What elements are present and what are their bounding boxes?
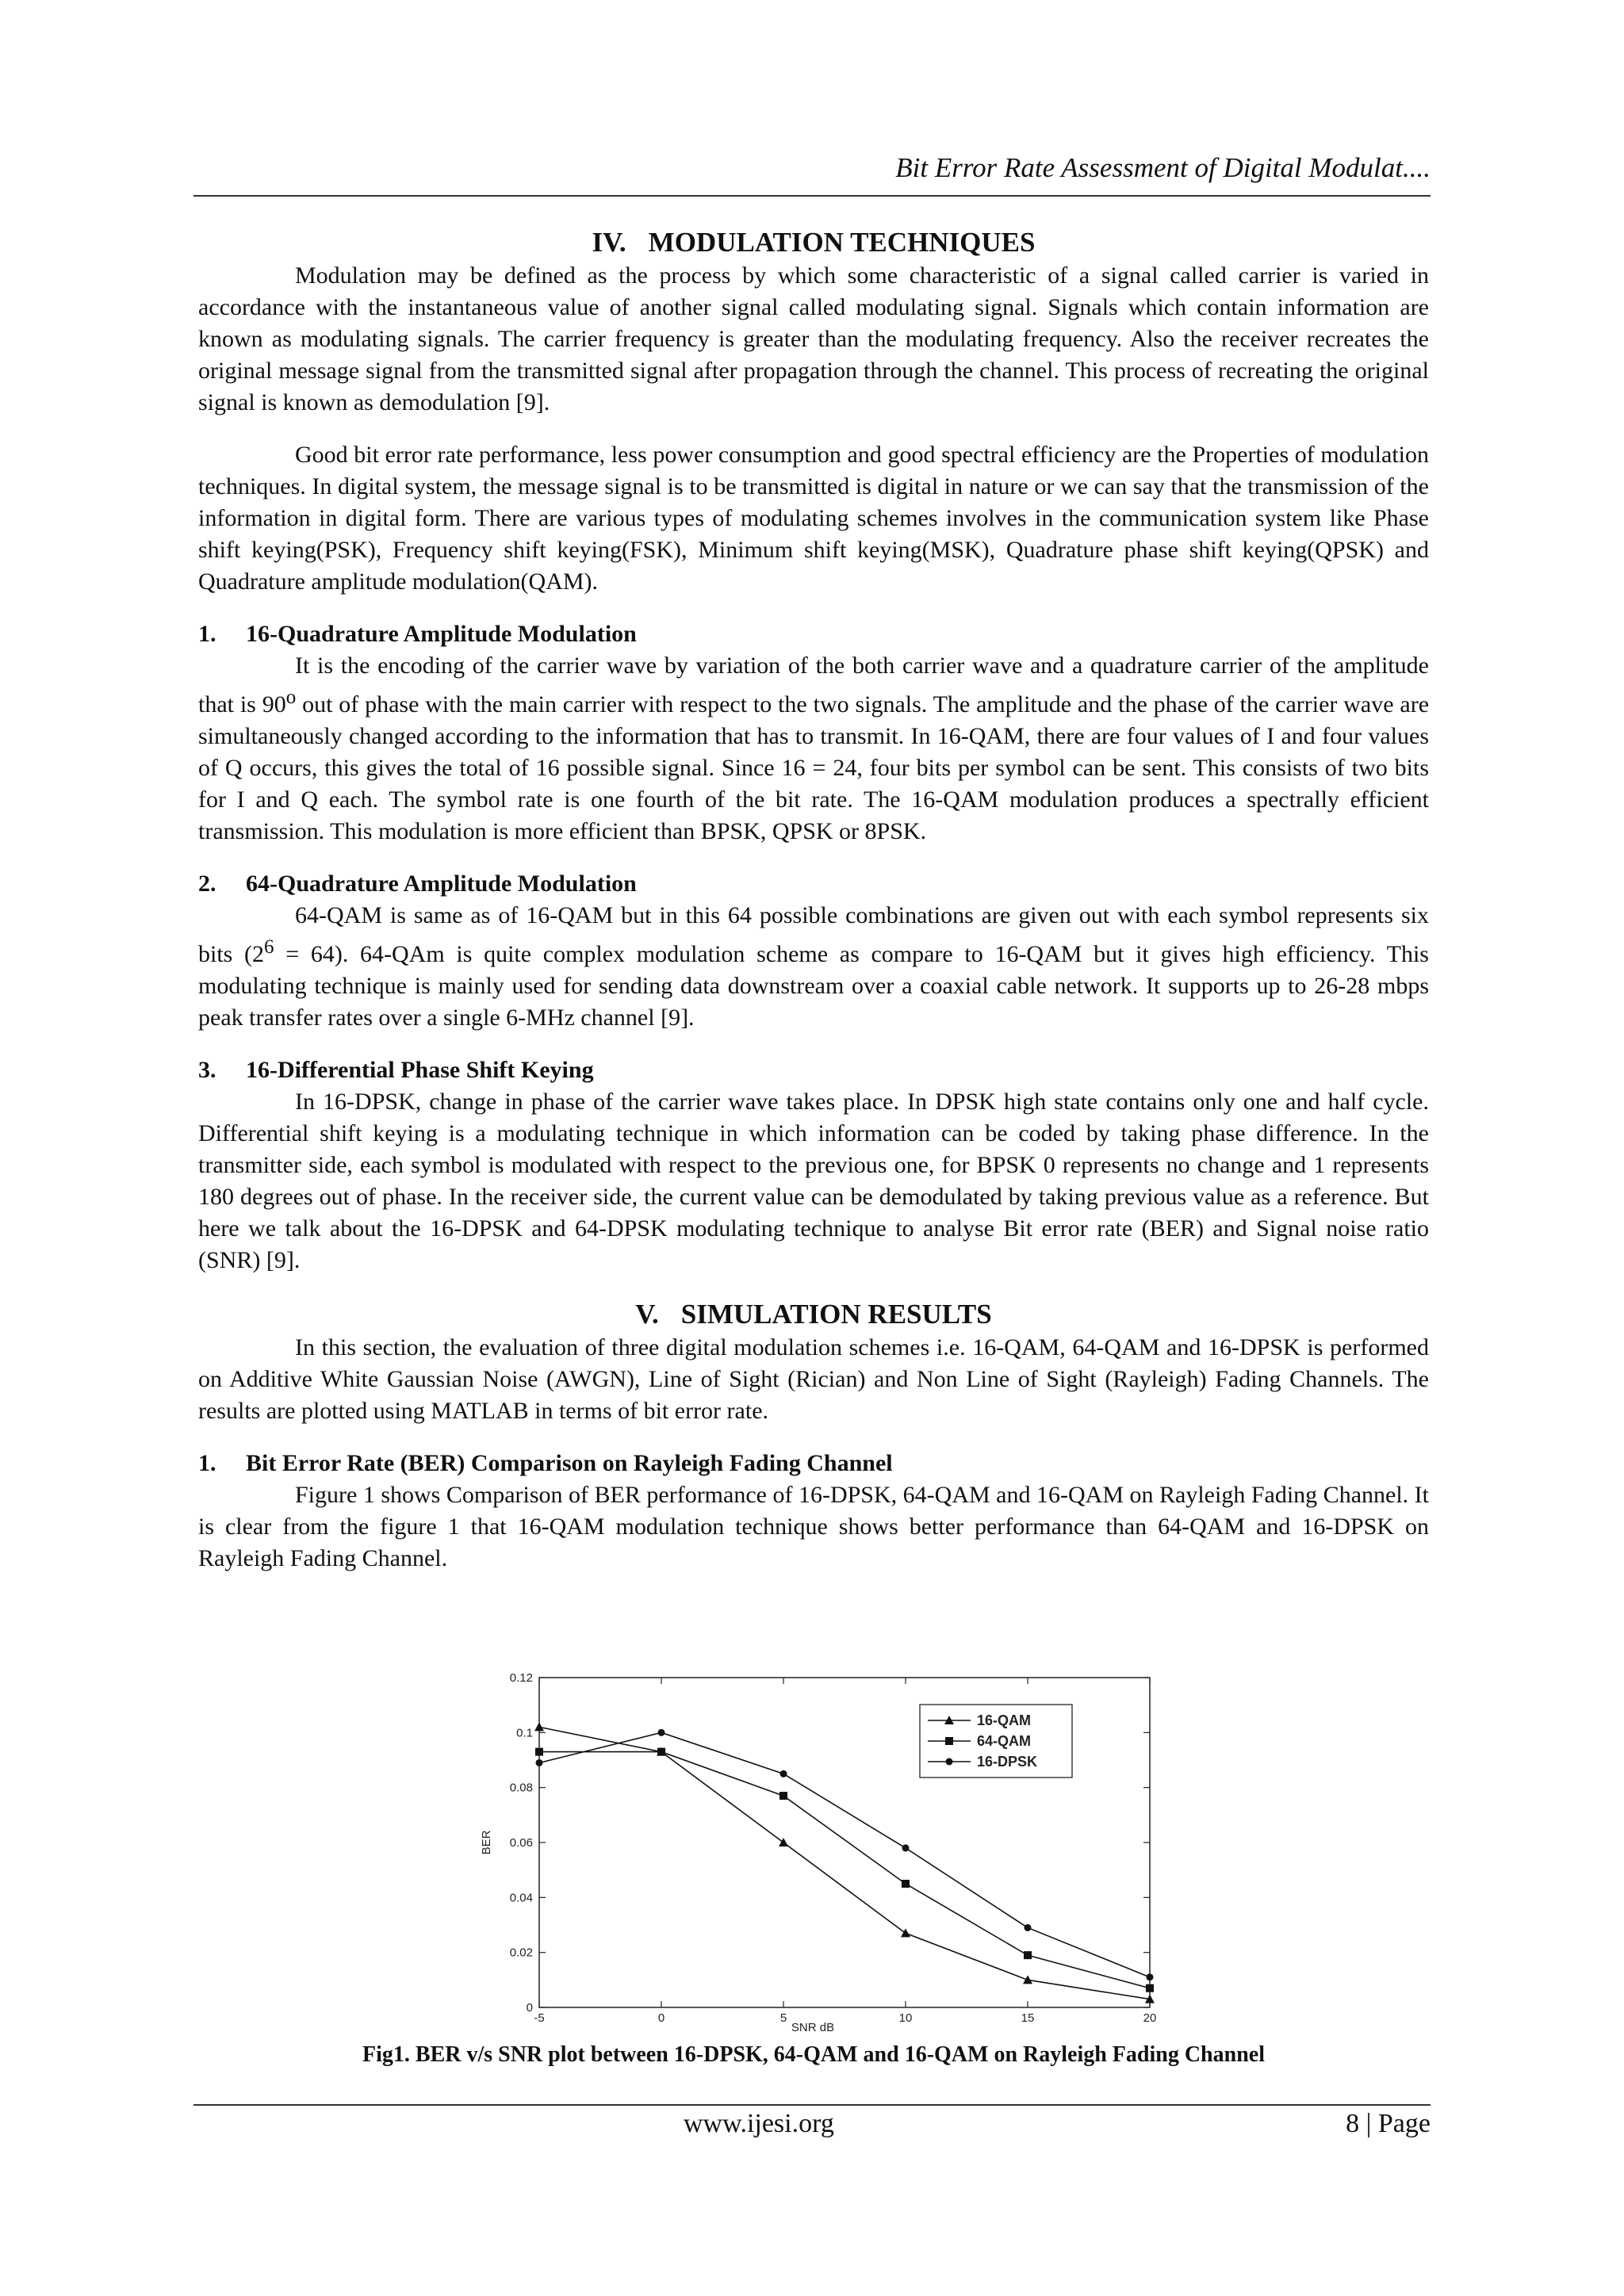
y-tick-label: 0.02 xyxy=(509,1946,533,1960)
section-number: V. xyxy=(635,1299,659,1330)
paragraph-text: 64-QAM is same as of 16-QAM but in this 64 possible combinations are given out with each symbol represents six bits (2 xyxy=(198,902,1429,967)
subsection-number: 3. xyxy=(198,1057,216,1083)
paragraph: Modulation may be defined as the process by which some characteristic of a signal called carrier is varied in accordance with the instantaneous value of another signal called modulating signal. Signals which contain information are known as modulating signals. The carrier frequency is greater than the modulating frequency. Also the receiver recreates the original message signal from the transmitted signal after propagation through the channel. This process of recreating the original signal is known as demodulation [9]. xyxy=(198,262,1429,415)
y-tick-label: 0.08 xyxy=(509,1781,533,1795)
running-header: Bit Error Rate Assessment of Digital Modulat.... xyxy=(895,152,1431,183)
figure-ber-plot xyxy=(444,1667,1158,2031)
section-number: IV. xyxy=(592,227,626,258)
data-point-16-qam xyxy=(1023,1975,1032,1984)
subsection-heading-64qam xyxy=(198,868,1429,900)
subsection-title: Bit Error Rate (BER) Comparison on Rayleigh Fading Channel xyxy=(246,1450,893,1476)
ber-chart xyxy=(444,1667,1158,2031)
data-point-16-dpsk xyxy=(1147,1973,1154,1980)
article-body xyxy=(198,225,1429,1575)
data-point-64-qam xyxy=(779,1792,787,1800)
legend-entry: 16-QAM xyxy=(977,1712,1032,1728)
paragraph: In 16-DPSK, change in phase of the carrier wave takes place. In DPSK high state contains only one and half cycle. Differential shift keying is a modulating technique in which information can be coded by taking phase difference. In the transmitter side, each symbol is modulated with respect to the previous one, for BPSK 0 represents no change and 1 represents 180 degrees out of phase. In the receiver side, the current value can be demodulated by taking previous value as a reference. But here we talk about the 16-DPSK and 64-DPSK modulating technique to analyse Bit error rate (BER) and Signal noise ratio (SNR) [9]. xyxy=(198,1089,1429,1273)
data-point-16-dpsk xyxy=(902,1844,910,1851)
x-tick-label: 5 xyxy=(779,2011,787,2025)
data-point-16-qam xyxy=(901,1928,910,1937)
paragraph-text: out of phase with the main carrier with respect to the two signals. The amplitude and the phase of the carrier wave are simultaneously changed according to the information that has to transmit. In 16-QAM, there are four values of I and four values of Q occurs, this gives the total of 16 possible signal. Since 16 = 24, four bits per symbol can be sent. This consists of two bits for I and Q each. The symbol rate is one fourth of the bit rate. The 16-QAM modulation produces a spectrally efficient transmission. This modulation is more efficient than BPSK, QPSK or 8PSK. xyxy=(198,691,1430,844)
paragraph xyxy=(198,650,1429,848)
subsection-heading-ber-rayleigh xyxy=(198,1448,1429,1479)
subsection-number: 1. xyxy=(198,621,216,647)
section-title: MODULATION TECHNIQUES xyxy=(648,227,1036,258)
legend-marker xyxy=(945,1737,953,1745)
data-point-64-qam xyxy=(1146,1984,1154,1992)
subsection-heading-16dpsk xyxy=(198,1054,1429,1086)
data-point-16-dpsk xyxy=(780,1770,787,1777)
x-tick-label: 20 xyxy=(1143,2011,1157,2025)
x-tick-label: 0 xyxy=(657,2011,665,2025)
data-point-64-qam xyxy=(657,1748,665,1756)
legend-marker xyxy=(946,1758,953,1766)
paragraph: Good bit error rate performance, less power consumption and good spectral efficiency are the Properties of modulation techniques. In digital system, the message signal is to be transmitted is digital in nature or we can say that the transmission of the information in digital form. There are various types of modulating schemes involves in the communication system like Phase shift keying(PSK), Frequency shift keying(FSK), Minimum shift keying(MSK), Quadrature phase shift keying(QPSK) and Quadrature amplitude modulation(QAM). xyxy=(198,442,1429,595)
paragraph-text: It is the encoding of the carrier wave by variation of the both carrier wave and a quadrature carrier of the amplitude that is 90 xyxy=(198,652,1429,718)
footer-divider xyxy=(193,2104,1431,2106)
y-tick-label: 0.12 xyxy=(509,1671,533,1685)
paragraph: Figure 1 shows Comparison of BER performance of 16-DPSK, 64-QAM and 16-QAM on Rayleigh Fading Channel. It is clear from the figure 1 that 16-QAM modulation technique shows better performance than 64-QAM and 16-DPSK on Rayleigh Fading Channel. xyxy=(198,1482,1429,1571)
superscript: 6 xyxy=(264,936,274,958)
legend-entry: 64-QAM xyxy=(977,1733,1032,1749)
data-point-64-qam xyxy=(1024,1951,1032,1959)
data-point-16-dpsk xyxy=(658,1729,665,1736)
data-point-16-dpsk xyxy=(536,1759,543,1766)
y-tick-label: 0 xyxy=(526,2001,533,2015)
subsection-title: 64-Quadrature Amplitude Modulation xyxy=(246,871,637,897)
y-tick-label: 0.06 xyxy=(509,1836,533,1850)
data-point-16-qam xyxy=(779,1838,788,1846)
section-heading-modulation xyxy=(198,225,1429,260)
paragraph xyxy=(198,900,1429,1034)
subsection-title: 16-Differential Phase Shift Keying xyxy=(246,1057,594,1083)
section-title: SIMULATION RESULTS xyxy=(680,1299,992,1330)
figure-caption: Fig1. BER v/s SNR plot between 16-DPSK, 64-QAM and 16-QAM on Rayleigh Fading Channel xyxy=(362,2042,1265,2067)
paragraph-text: = 64). 64-QAm is quite complex modulation scheme as compare to 16-QAM but it gives high efficiency. This modulating technique is mainly used for sending data downstream over a coaxial cable network. It supports up to 26-28 mbps peak transfer rates over a single 6-MHz channel [9]. xyxy=(198,941,1429,1031)
x-tick-label: -5 xyxy=(534,2011,545,2025)
data-point-16-dpsk xyxy=(1025,1924,1032,1931)
y-axis-label: BER xyxy=(480,1830,493,1855)
section-heading-simulation xyxy=(198,1297,1429,1332)
data-point-16-qam xyxy=(534,1722,544,1731)
footer-site-link[interactable]: www.ijesi.org xyxy=(684,2109,834,2138)
header-divider xyxy=(193,195,1431,197)
subsection-heading-16qam xyxy=(198,618,1429,650)
superscript: o xyxy=(285,687,297,708)
legend-entry: 16-DPSK xyxy=(977,1754,1038,1770)
subsection-title: 16-Quadrature Amplitude Modulation xyxy=(246,621,637,647)
subsection-number: 2. xyxy=(198,871,216,897)
y-tick-label: 0.04 xyxy=(509,1891,533,1905)
subsection-number: 1. xyxy=(198,1450,216,1476)
x-tick-label: 15 xyxy=(1021,2011,1035,2025)
paragraph: In this section, the evaluation of three digital modulation schemes i.e. 16-QAM, 64-QAM and 16-DPSK is performed on Additive White Gaussian Noise (AWGN), Line of Sight (Rician) and Non Line of Sight (Rayleigh) Fading Channels. The results are plotted using MATLAB in terms of bit error rate. xyxy=(198,1334,1429,1424)
x-tick-label: 10 xyxy=(898,2011,913,2025)
x-axis-label: SNR dB xyxy=(791,2021,835,2031)
series-line-64-qam xyxy=(539,1752,1150,1988)
data-point-64-qam xyxy=(902,1880,910,1888)
y-tick-label: 0.1 xyxy=(516,1726,533,1740)
footer-page-number: 8 | Page xyxy=(1346,2109,1431,2138)
data-point-64-qam xyxy=(535,1748,543,1756)
